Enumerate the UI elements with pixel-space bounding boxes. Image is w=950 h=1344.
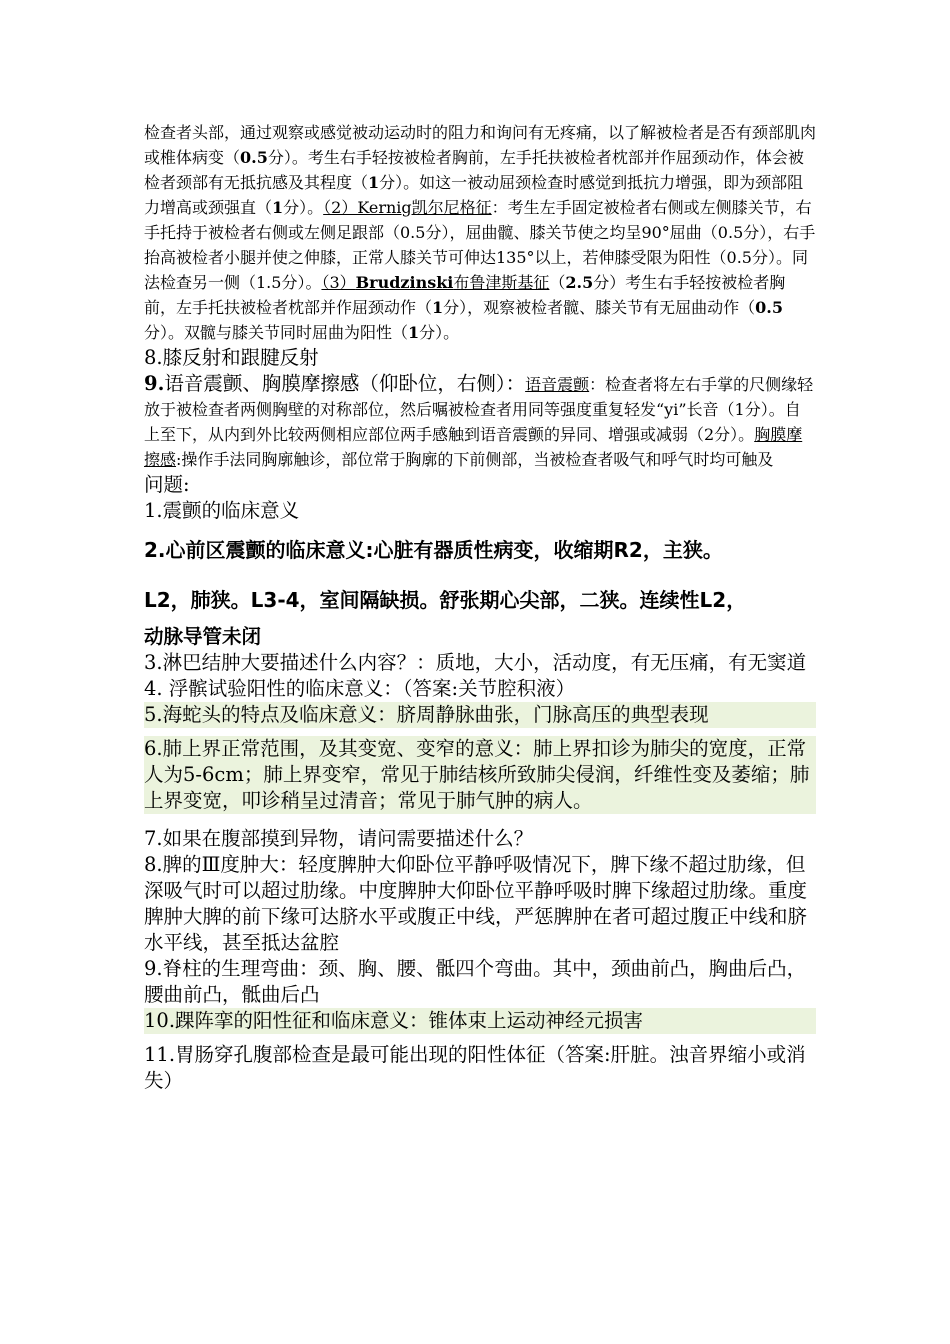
score: 0.5 xyxy=(240,148,268,167)
score: 1 xyxy=(408,323,420,342)
question-9: 9.脊柱的生理弯曲：颈、胸、腰、骶四个弯曲。其中，颈曲前凸，胸曲后凸，腰曲前凸，骶曲后凸 xyxy=(144,957,807,1006)
pleural-friction-label: 胸膜摩擦感 xyxy=(144,425,803,469)
question-2-line-1: 2.心前区震颤的临床意义:心脏有器质性病变，收缩期R2，主狭。 xyxy=(144,538,723,562)
question-7: 7.如果在腹部摸到异物，请问需要描述什么？ xyxy=(144,827,534,850)
question-6: 6.肺上界正常范围，及其变宽、变窄的意义：肺上界扣诊为肺尖的宽度，正常人为5-6cm；肺上界变窄，常见于肺结核所致肺尖侵润，纤维性变及萎缩；肺上界变宽，叩诊稍呈过清音；常见于肺气肿的病人。 xyxy=(144,736,816,814)
question-2-line-2: L2，肺狭。L3-4，室间隔缺损。舒张期心尖部，二狭。连续性L2， xyxy=(144,588,747,612)
question-3: 3.淋巴结肿大要描述什么内容？：质地，大小，活动度，有无压痛，有无窦道 xyxy=(144,651,807,674)
text-run: （ xyxy=(549,273,566,292)
item-9-number: 9. xyxy=(144,372,165,395)
brudzinski-label: 布鲁津斯基征 xyxy=(453,273,550,292)
item-9-paragraph xyxy=(144,371,816,472)
text-run: 检查者头部，通过观察或感觉被动运动时的阻力和询问有无疼痛，以了解被检者是否有颈部肌肉或椎体病变（ xyxy=(144,123,817,167)
text-run: 分）。 xyxy=(283,198,324,217)
text-run: 分）。考生右手轻按被检者胸前，左手托扶被检者枕部并作屈颈动作，体会被检者颈部有无抵抗感及其程度（ xyxy=(144,148,804,192)
text-run: 分）考生右手轻按被检者胸前，左手托扶被检者枕部并作屈颈动作（ xyxy=(144,273,786,317)
questions-title: 问题: xyxy=(144,473,190,496)
vocal-fremitus-label: 语音震颤 xyxy=(525,375,590,394)
item-9-heading: 语音震颤、胸膜摩擦感（仰卧位，右侧）： xyxy=(164,372,526,395)
score: 1 xyxy=(368,173,380,192)
score: 0.5 xyxy=(755,298,784,317)
text-run: ：考生左手固定被检者右侧或左侧膝关节，右手托持于被检者右侧或左侧足跟部（0.5分），屈曲髋、膝关节使之均呈90°屈曲（0.5分），右手抬高被检者小腿并使之伸膝，正常人膝关节可伸达135°以上，若伸膝受限为阳性（0.5分）。同法检查另一侧（1.5分）。 xyxy=(144,198,816,292)
question-8: 8.脾的Ⅲ度肿大：轻度脾肿大仰卧位平静呼吸情况下，脾下缘不超过肋缘，但深吸气时可以超过肋缘。中度脾肿大仰卧位平静呼吸时脾下缘超过肋缘。重度脾肿大脾的前下缘可达脐水平或腹正中线，严惩脾肿在者可超过腹正中线和脐水平线，甚至抵达盆腔 xyxy=(144,853,808,954)
text-run: :操作手法同胸廓触诊，部位常于胸廓的下前侧部，当被检查者吸气和呼气时均可触及 xyxy=(176,450,774,469)
question-4: 4. 浮髌试验阳性的临床意义：（答案:关节腔积液） xyxy=(144,677,576,700)
score: 2.5 xyxy=(565,273,594,292)
text-run: 分），观察被检者髋、膝关节有无屈曲动作（ xyxy=(443,298,756,317)
brudzinski-label-latin: Brudzinski xyxy=(355,273,454,292)
meningeal-signs-paragraph xyxy=(144,120,816,345)
text-run: ：检查者将左右手掌的尺侧缘轻放于被检查者两侧胸壁的对称部位，然后嘱被检查者用同等强度重复轻发“yi”长音（1分）。自上至下，从内到外比较两侧相应部位两手感触到语音震颤的异同、增强或减弱（2分）。 xyxy=(144,375,814,444)
text-run: 分）。 xyxy=(419,323,460,342)
question-10: 10.踝阵挛的阳性征和临床意义：锥体束上运动神经元损害 xyxy=(144,1008,816,1034)
question-1: 1.震颤的临床意义 xyxy=(144,499,300,522)
text-run: 分）。如这一被动屈颈检查时感觉到抵抗力增强，即为颈部阻力增高或颈强直（ xyxy=(144,173,804,217)
score: 1 xyxy=(432,298,444,317)
item-8-heading: 8.膝反射和跟腱反射 xyxy=(144,346,319,369)
brudzinski-label-prefix: （3） xyxy=(321,273,356,292)
kernig-sign-label: （2）Kernig凯尔尼格征 xyxy=(323,198,492,217)
question-5: 5.海蛇头的特点及临床意义：脐周静脉曲张，门脉高压的典型表现 xyxy=(144,702,816,728)
document-page xyxy=(144,120,816,1094)
question-2-line-3: 动脉导管未闭 xyxy=(144,625,262,648)
text-run: 分）。双髋与膝关节同时屈曲为阳性（ xyxy=(144,323,409,342)
score: 1 xyxy=(272,198,284,217)
question-11: 11.胃肠穿孔腹部检查是最可能出现的阳性体征（答案:肝脏。浊音界缩小或消失） xyxy=(144,1043,806,1092)
